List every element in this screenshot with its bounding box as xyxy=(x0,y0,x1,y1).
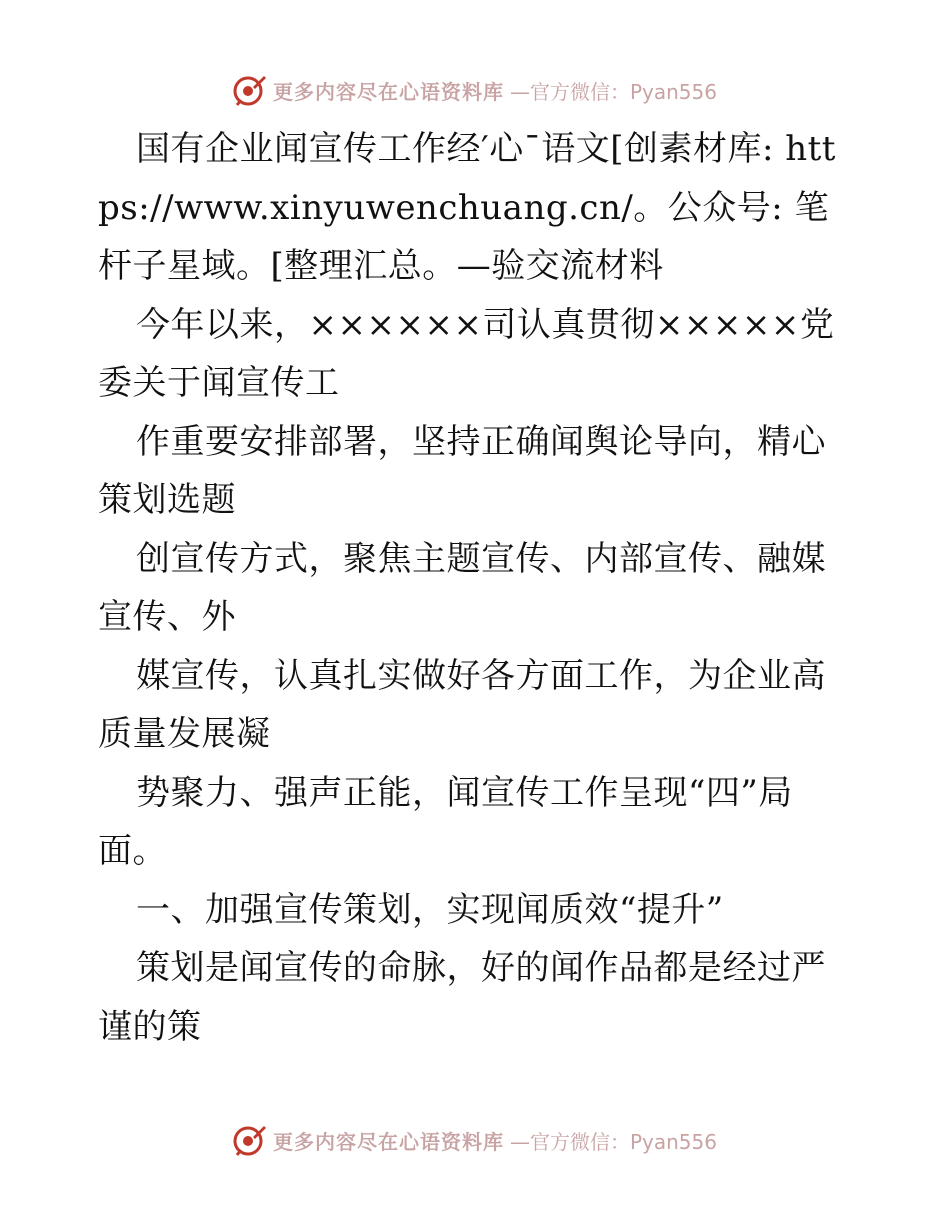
brand-logo-icon xyxy=(233,73,267,107)
paragraph-4: 媒宣传，认真扎实做好各方面工作，为企业高质量发展凝 xyxy=(98,655,826,754)
paragraph-1: 今年以来，××××××司认真贯彻×××××党委关于闻宣传工 xyxy=(98,304,835,403)
document-body xyxy=(98,120,858,1056)
banner-contact-text: —官方微信：Pyan556 xyxy=(509,79,717,104)
paragraph-2: 作重要安排部署，坚持正确闻舆论导向，精心策划选题 xyxy=(98,421,826,520)
document-title-line: 国有企业闻宣传工作经′心¯语文[创素材库: https://www.xinyuwenchuang.cn/。公众号: 笔杆子星域。[整理汇总。—验交流材料 xyxy=(98,129,836,286)
section-heading-1: 一、加强宣传策划，实现闻质效“提升” xyxy=(136,889,724,930)
paragraph-6: 策划是闻宣传的命脉，好的闻作品都是经过严谨的策 xyxy=(98,948,826,1047)
header-banner xyxy=(0,70,950,110)
brand-logo-icon xyxy=(233,1123,267,1157)
banner-contact-text: —官方微信：Pyan556 xyxy=(509,1129,717,1154)
banner-brand-text: 更多内容尽在心语资料库 xyxy=(272,1129,504,1154)
paragraph-5: 势聚力、强声正能，闻宣传工作呈现“四”局面。 xyxy=(98,772,793,871)
paragraph-3: 创宣传方式，聚焦主题宣传、内部宣传、融媒宣传、外 xyxy=(98,538,826,637)
footer-banner xyxy=(0,1120,950,1160)
banner-brand-text: 更多内容尽在心语资料库 xyxy=(272,79,504,104)
